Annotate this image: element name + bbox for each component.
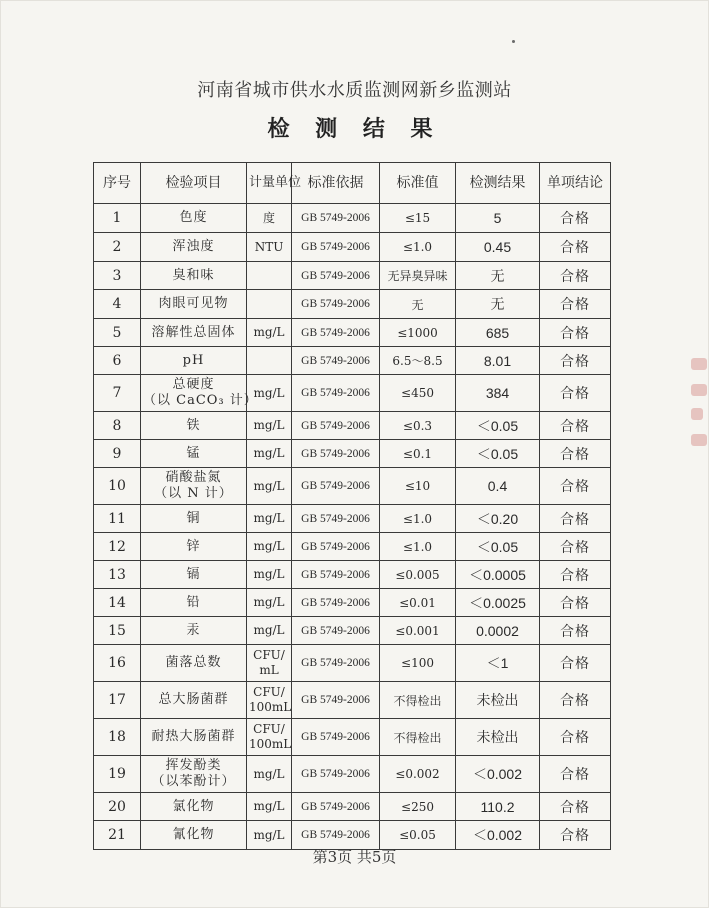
- test-item: [141, 756, 247, 793]
- stamp-mark: [687, 350, 709, 460]
- table-row: [94, 233, 611, 262]
- standard-basis: GB 5749-2006: [292, 375, 380, 412]
- item-conclusion: 合格: [540, 347, 611, 375]
- test-result: 685: [456, 319, 540, 347]
- standard-basis: GB 5749-2006: [292, 756, 380, 793]
- row-index: 6: [94, 347, 141, 375]
- test-result: 无: [456, 262, 540, 290]
- test-result: ＜0.002: [456, 821, 540, 850]
- column-header-index: 序号: [94, 163, 141, 204]
- standard-basis: GB 5749-2006: [292, 290, 380, 319]
- row-index: 1: [94, 204, 141, 233]
- unit-cell: mg/L: [247, 440, 292, 468]
- row-index: 21: [94, 821, 141, 850]
- page-number: 第3页 共5页: [312, 848, 397, 866]
- standard-value: 无异臭异味: [380, 262, 456, 290]
- table-row: [94, 440, 611, 468]
- standard-value: 不得检出: [380, 719, 456, 756]
- table-row: [94, 793, 611, 821]
- table-row: [94, 412, 611, 440]
- standard-value: ≤1.0: [380, 233, 456, 262]
- standard-value: ≤250: [380, 793, 456, 821]
- standard-value: ≤0.01: [380, 589, 456, 617]
- item-conclusion: 合格: [540, 375, 611, 412]
- standard-basis: GB 5749-2006: [292, 617, 380, 645]
- item-conclusion: 合格: [540, 617, 611, 645]
- standard-basis: GB 5749-2006: [292, 719, 380, 756]
- item-conclusion: 合格: [540, 533, 611, 561]
- row-index: 8: [94, 412, 141, 440]
- test-result: ＜0.002: [456, 756, 540, 793]
- test-result: 无: [456, 290, 540, 319]
- table-row: [94, 290, 611, 319]
- standard-basis: GB 5749-2006: [292, 319, 380, 347]
- unit-cell: mg/L: [247, 533, 292, 561]
- test-item: 总大肠菌群: [141, 682, 247, 719]
- table-row: [94, 204, 611, 233]
- test-item: 氯化物: [141, 793, 247, 821]
- standard-value: ≤0.3: [380, 412, 456, 440]
- test-item: pH: [141, 347, 247, 375]
- item-conclusion: 合格: [540, 412, 611, 440]
- row-index: 19: [94, 756, 141, 793]
- unit-cell: [247, 645, 292, 682]
- test-result: 0.4: [456, 468, 540, 505]
- table-row: [94, 468, 611, 505]
- unit-cell: mg/L: [247, 617, 292, 645]
- table-row: [94, 347, 611, 375]
- row-index: 7: [94, 375, 141, 412]
- unit-cell: mg/L: [247, 756, 292, 793]
- row-index: 16: [94, 645, 141, 682]
- unit-cell: NTU: [247, 233, 292, 262]
- unit-cell-line1: CFU/: [253, 685, 285, 699]
- standard-value: 无: [380, 290, 456, 319]
- test-item-line2: （以 CaCO₃ 计）: [143, 393, 258, 408]
- unit-cell-line2: 100mL: [249, 700, 292, 714]
- item-conclusion: 合格: [540, 561, 611, 589]
- standard-basis: GB 5749-2006: [292, 793, 380, 821]
- table-body: [94, 204, 611, 850]
- organization-header: 河南省城市供水水质监测网新乡监测站: [197, 80, 512, 101]
- standard-basis: GB 5749-2006: [292, 682, 380, 719]
- standard-basis: GB 5749-2006: [292, 821, 380, 850]
- table-row: [94, 617, 611, 645]
- test-result: ＜0.0025: [456, 589, 540, 617]
- results-table: [93, 162, 611, 850]
- standard-basis: GB 5749-2006: [292, 589, 380, 617]
- test-item: 肉眼可见物: [141, 290, 247, 319]
- test-item: 氰化物: [141, 821, 247, 850]
- test-result: ＜0.05: [456, 412, 540, 440]
- item-conclusion: 合格: [540, 233, 611, 262]
- test-item-line2: （以苯酚计）: [151, 774, 236, 789]
- unit-cell: [247, 719, 292, 756]
- standard-value: ≤1.0: [380, 505, 456, 533]
- test-result: 5: [456, 204, 540, 233]
- test-result: ＜0.05: [456, 440, 540, 468]
- column-header-limit: 标准值: [380, 163, 456, 204]
- test-result: ＜0.20: [456, 505, 540, 533]
- test-item: [141, 468, 247, 505]
- table-row: [94, 319, 611, 347]
- row-index: 11: [94, 505, 141, 533]
- item-conclusion: 合格: [540, 682, 611, 719]
- standard-value: 6.5～8.5: [380, 347, 456, 375]
- column-header-conclusion: 单项结论: [540, 163, 611, 204]
- standard-basis: GB 5749-2006: [292, 533, 380, 561]
- unit-cell: [247, 262, 292, 290]
- standard-basis: GB 5749-2006: [292, 204, 380, 233]
- row-index: 5: [94, 319, 141, 347]
- item-conclusion: 合格: [540, 290, 611, 319]
- test-result: 未检出: [456, 682, 540, 719]
- table-row: [94, 505, 611, 533]
- test-item-line1: 挥发酚类: [165, 758, 222, 773]
- scan-speck: [512, 40, 515, 43]
- item-conclusion: 合格: [540, 756, 611, 793]
- row-index: 12: [94, 533, 141, 561]
- column-header-unit: 计量单位: [247, 163, 292, 204]
- unit-cell-line1: CFU/: [253, 648, 285, 662]
- row-index: 15: [94, 617, 141, 645]
- test-item: 溶解性总固体: [141, 319, 247, 347]
- test-item-line2: （以 N 计）: [154, 486, 233, 501]
- table-row: [94, 262, 611, 290]
- test-item: 铜: [141, 505, 247, 533]
- standard-value: ≤0.005: [380, 561, 456, 589]
- unit-cell: mg/L: [247, 412, 292, 440]
- standard-value: ≤0.001: [380, 617, 456, 645]
- unit-cell-line2: mL: [259, 663, 279, 677]
- unit-cell: mg/L: [247, 468, 292, 505]
- unit-cell: mg/L: [247, 821, 292, 850]
- test-item: 铅: [141, 589, 247, 617]
- unit-cell: [247, 682, 292, 719]
- table-row: [94, 375, 611, 412]
- unit-cell: [247, 347, 292, 375]
- column-header-basis: 标准依据: [292, 163, 380, 204]
- test-item-line1: 总硬度: [172, 377, 215, 392]
- test-item-line1: 硝酸盐氮: [165, 470, 222, 485]
- item-conclusion: 合格: [540, 204, 611, 233]
- unit-cell: 度: [247, 204, 292, 233]
- row-index: 4: [94, 290, 141, 319]
- column-header-item: 检验项目: [141, 163, 247, 204]
- test-result: 110.2: [456, 793, 540, 821]
- item-conclusion: 合格: [540, 821, 611, 850]
- item-conclusion: 合格: [540, 793, 611, 821]
- standard-basis: GB 5749-2006: [292, 347, 380, 375]
- test-result: ＜0.05: [456, 533, 540, 561]
- standard-value: ≤450: [380, 375, 456, 412]
- row-index: 13: [94, 561, 141, 589]
- standard-value: ≤0.05: [380, 821, 456, 850]
- row-index: 14: [94, 589, 141, 617]
- test-item: 耐热大肠菌群: [141, 719, 247, 756]
- test-item: 色度: [141, 204, 247, 233]
- table-header-row: [94, 163, 611, 204]
- item-conclusion: 合格: [540, 440, 611, 468]
- standard-value: ≤15: [380, 204, 456, 233]
- test-item: 臭和味: [141, 262, 247, 290]
- test-item: 铁: [141, 412, 247, 440]
- standard-value: ≤1000: [380, 319, 456, 347]
- table-row: [94, 756, 611, 793]
- table-row: [94, 682, 611, 719]
- standard-value: ≤1.0: [380, 533, 456, 561]
- test-result: 未检出: [456, 719, 540, 756]
- column-header-result: 检测结果: [456, 163, 540, 204]
- item-conclusion: 合格: [540, 719, 611, 756]
- test-item: 锰: [141, 440, 247, 468]
- test-result: 0.45: [456, 233, 540, 262]
- standard-value: ≤0.002: [380, 756, 456, 793]
- unit-cell-line2: 100mL: [249, 737, 292, 751]
- test-result: ＜0.0005: [456, 561, 540, 589]
- test-item: 锌: [141, 533, 247, 561]
- test-item: 镉: [141, 561, 247, 589]
- unit-cell: mg/L: [247, 505, 292, 533]
- test-result: 384: [456, 375, 540, 412]
- test-item: 浑浊度: [141, 233, 247, 262]
- standard-basis: GB 5749-2006: [292, 645, 380, 682]
- item-conclusion: 合格: [540, 645, 611, 682]
- item-conclusion: 合格: [540, 505, 611, 533]
- standard-basis: GB 5749-2006: [292, 412, 380, 440]
- standard-basis: GB 5749-2006: [292, 440, 380, 468]
- row-index: 3: [94, 262, 141, 290]
- standard-value: 不得检出: [380, 682, 456, 719]
- unit-cell: mg/L: [247, 375, 292, 412]
- item-conclusion: 合格: [540, 262, 611, 290]
- unit-cell: mg/L: [247, 589, 292, 617]
- table-row: [94, 533, 611, 561]
- test-item: 汞: [141, 617, 247, 645]
- row-index: 18: [94, 719, 141, 756]
- item-conclusion: 合格: [540, 319, 611, 347]
- unit-cell: mg/L: [247, 793, 292, 821]
- row-index: 10: [94, 468, 141, 505]
- standard-basis: GB 5749-2006: [292, 561, 380, 589]
- table-row: [94, 561, 611, 589]
- test-item: 菌落总数: [141, 645, 247, 682]
- standard-basis: GB 5749-2006: [292, 233, 380, 262]
- test-result: 8.01: [456, 347, 540, 375]
- unit-cell: mg/L: [247, 319, 292, 347]
- table-row: [94, 645, 611, 682]
- standard-basis: GB 5749-2006: [292, 468, 380, 505]
- row-index: 20: [94, 793, 141, 821]
- page-title: 检 测 结 果: [267, 116, 442, 142]
- row-index: 9: [94, 440, 141, 468]
- standard-basis: GB 5749-2006: [292, 262, 380, 290]
- row-index: 17: [94, 682, 141, 719]
- test-result: 0.0002: [456, 617, 540, 645]
- row-index: 2: [94, 233, 141, 262]
- standard-value: ≤0.1: [380, 440, 456, 468]
- unit-cell: mg/L: [247, 561, 292, 589]
- table-row: [94, 589, 611, 617]
- test-item: [141, 375, 258, 412]
- test-result: ＜1: [456, 645, 540, 682]
- item-conclusion: 合格: [540, 589, 611, 617]
- table-row: [94, 719, 611, 756]
- standard-value: ≤10: [380, 468, 456, 505]
- unit-cell: [247, 290, 292, 319]
- item-conclusion: 合格: [540, 468, 611, 505]
- standard-basis: GB 5749-2006: [292, 505, 380, 533]
- unit-cell-line1: CFU/: [253, 722, 285, 736]
- standard-value: ≤100: [380, 645, 456, 682]
